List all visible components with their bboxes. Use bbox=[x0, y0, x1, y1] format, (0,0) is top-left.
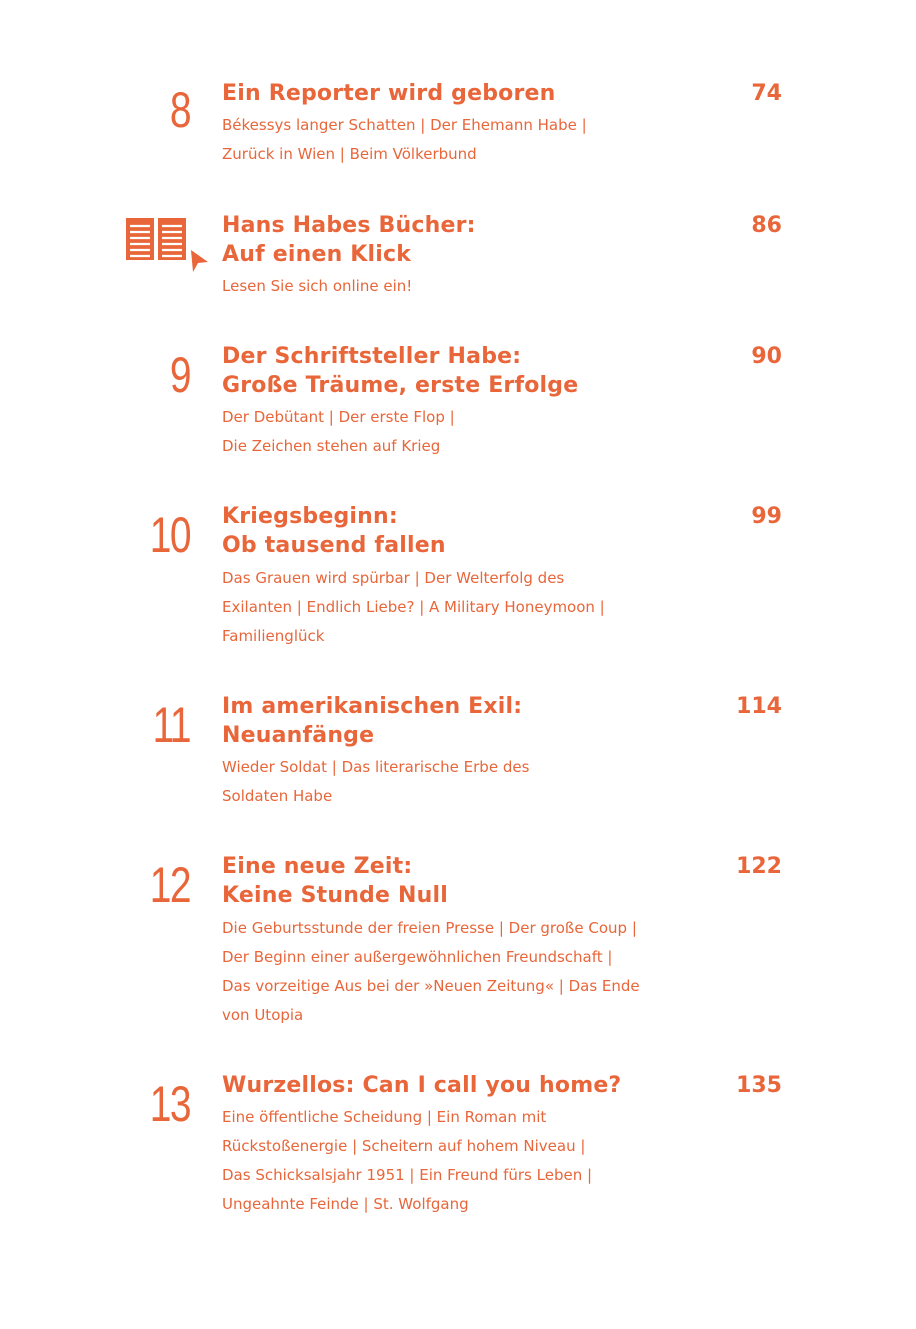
chapter-subtitles: Wieder Soldat | Das literarische Erbe des Soldaten Habe bbox=[222, 758, 530, 805]
chapter-number: 12 bbox=[149, 857, 190, 913]
chapter-number: 10 bbox=[149, 507, 190, 563]
chapter-number: 11 bbox=[152, 697, 190, 753]
chapter-title: Kriegsbeginn: Ob tausend fallen bbox=[222, 504, 446, 558]
page-number: 99 bbox=[751, 504, 782, 529]
book-click-icon[interactable] bbox=[125, 214, 210, 274]
chapter-title: Im amerikanischen Exil: Neuanfänge bbox=[222, 694, 523, 748]
page-number: 135 bbox=[736, 1073, 782, 1098]
chapter-subtitles: Eine öffentliche Scheidung | Ein Roman mit Rückstoßenergie | Scheitern auf hohem Niveau | Das Schicksalsjahr 1951 | Ein Freund fürs Leben | Ungeahnte Feinde | St. Wolfgang bbox=[222, 1108, 593, 1213]
chapter-subtitles: Der Debütant | Der erste Flop | Die Zeichen stehen auf Krieg bbox=[222, 408, 455, 455]
chapter-number: 13 bbox=[149, 1076, 190, 1132]
chapter-subtitles: Die Geburtsstunde der freien Presse | Der große Coup | Der Beginn einer außergewöhnlichen Freundschaft | Das vorzeitige Aus bei der »Neuen Zeitung« | Das Ende von Utopia bbox=[222, 919, 640, 1024]
chapter-title: Ein Reporter wird geboren bbox=[222, 81, 556, 106]
page-number: 114 bbox=[736, 694, 782, 719]
chapter-title: Eine neue Zeit: Keine Stunde Null bbox=[222, 854, 448, 908]
chapter-number: 9 bbox=[169, 347, 190, 403]
chapter-number: 8 bbox=[169, 82, 190, 138]
page-number: 86 bbox=[751, 213, 782, 238]
page-number: 122 bbox=[736, 854, 782, 879]
chapter-subtitles: Lesen Sie sich online ein! bbox=[222, 277, 413, 295]
chapter-title: Hans Habes Bücher: Auf einen Klick bbox=[222, 213, 476, 267]
chapter-title: Der Schriftsteller Habe: Große Träume, erste Erfolge bbox=[222, 344, 579, 398]
page-number: 74 bbox=[751, 81, 782, 106]
chapter-subtitles: Békessys langer Schatten | Der Ehemann Habe | Zurück in Wien | Beim Völkerbund bbox=[222, 116, 587, 163]
chapter-subtitles: Das Grauen wird spürbar | Der Welterfolg des Exilanten | Endlich Liebe? | A Military Honeymoon | Familienglück bbox=[222, 569, 605, 645]
page-number: 90 bbox=[751, 344, 782, 369]
chapter-title: Wurzellos: Can I call you home? bbox=[222, 1073, 622, 1098]
